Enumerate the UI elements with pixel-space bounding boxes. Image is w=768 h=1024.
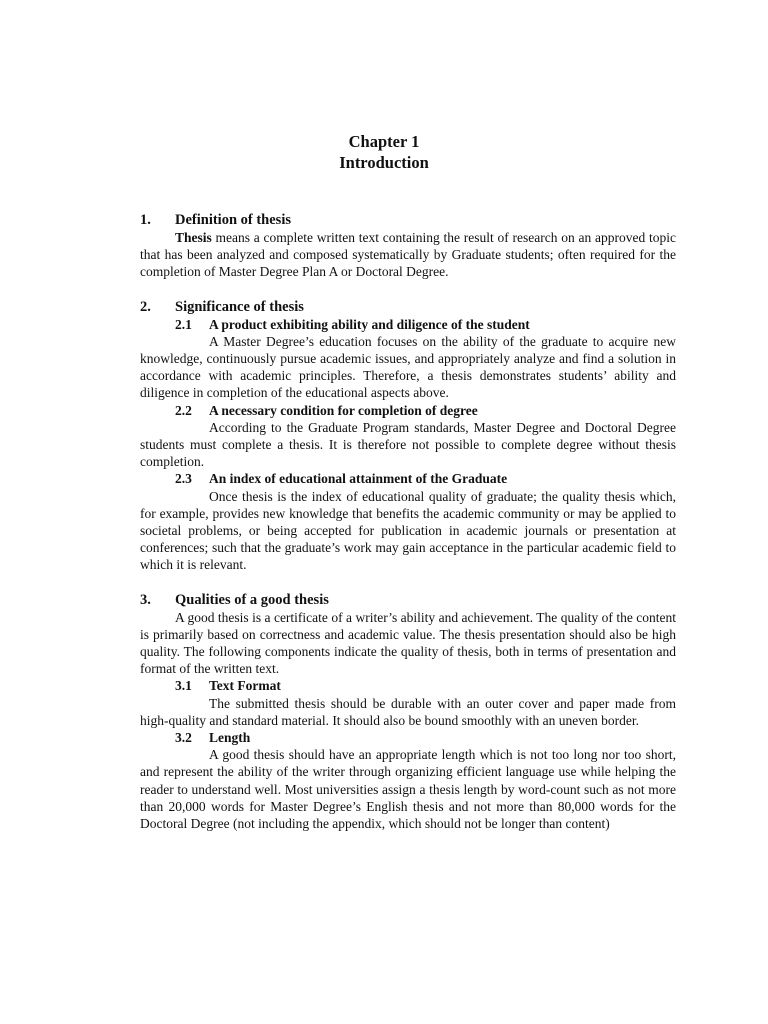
- subsection-number: 2.1: [175, 316, 192, 332]
- section-number: 3.: [140, 591, 151, 608]
- section-number: 1.: [140, 212, 151, 228]
- subsection-title: An index of educational attainment of the Graduate: [209, 471, 508, 487]
- chapter-number: Chapter 1: [348, 132, 420, 151]
- thesis-term: Thesis: [175, 230, 212, 245]
- section-title: Definition of thesis: [175, 212, 291, 228]
- section-3-heading: [140, 591, 676, 609]
- subsection-title: A necessary condition for completion of degree: [209, 402, 478, 418]
- document-body: [140, 211, 676, 832]
- subsection-2-3-paragraph: Once thesis is the index of educational quality of graduate; the quality thesis which, for example, provides new knowledge that benefits the academic community or may be applied to societal problems, or being accepted for publication in academic journals or presentation at conferences; such that the graduate’s work may gain acceptance in the particular academic field to which it is relevant.: [140, 488, 676, 573]
- section-number: 2.: [140, 298, 151, 315]
- section-2-heading: [140, 298, 676, 316]
- subsection-number: 2.3: [175, 471, 192, 487]
- subsection-3-1-heading: [140, 677, 676, 694]
- subsection-number: 2.2: [175, 402, 192, 418]
- subsection-title: A product exhibiting ability and diligence of the student: [209, 316, 530, 332]
- subsection-number: 3.1: [175, 678, 192, 694]
- subsection-2-2-paragraph: According to the Graduate Program standards, Master Degree and Doctoral Degree students must complete a thesis. It is therefore not possible to complete degree without thesis completion.: [140, 419, 676, 470]
- definition-text: means a complete written text containing the result of research on an approved topic that has been analyzed and composed systematically by Graduate students; often required for the completion of Master Degree Plan A or Doctoral Degree.: [140, 230, 676, 280]
- subsection-title: Text Format: [209, 678, 281, 694]
- chapter-title: Introduction: [339, 153, 429, 172]
- subsection-2-3-heading: [140, 470, 676, 487]
- subsection-number: 3.2: [175, 730, 192, 746]
- subsection-title: Length: [209, 730, 251, 746]
- section-title: Qualities of a good thesis: [175, 591, 329, 608]
- section-3-paragraph: A good thesis is a certificate of a writer’s ability and achievement. The quality of the content is primarily based on correctness and academic value. The thesis presentation should also be high quality. The following components indicate the quality of thesis, both in terms of presentation and format of the written text.: [140, 609, 676, 677]
- subsection-3-1-paragraph: The submitted thesis should be durable with an outer cover and paper made from high-quality and standard material. It should also be bound smoothly with an uneven border.: [140, 695, 676, 728]
- section-1-paragraph: [140, 229, 676, 281]
- subsection-2-1-paragraph: A Master Degree’s education focuses on the ability of the graduate to acquire new knowledge, continuously pursue academic issues, and appropriately analyze and find a solution in accordance with academic principles. Therefore, a thesis demonstrates students’ ability and diligence in completion of the educational aspects above.: [140, 333, 676, 401]
- subsection-3-2-paragraph: A good thesis should have an appropriate length which is not too long nor too short, and represent the ability of the writer through organizing efficient language use while helping the reader to understand well. Most universities assign a thesis length by word-count such as not more than 20,000 words for Master Degree’s English thesis and not more than 80,000 words for the Doctoral Degree (not including the appendix, which should not be longer than content): [140, 747, 676, 832]
- subsection-3-2-heading: [140, 729, 676, 746]
- section-title: Significance of thesis: [175, 298, 304, 315]
- subsection-2-1-heading: [140, 316, 676, 333]
- subsection-2-2-heading: [140, 402, 676, 419]
- section-1-heading: [140, 211, 676, 229]
